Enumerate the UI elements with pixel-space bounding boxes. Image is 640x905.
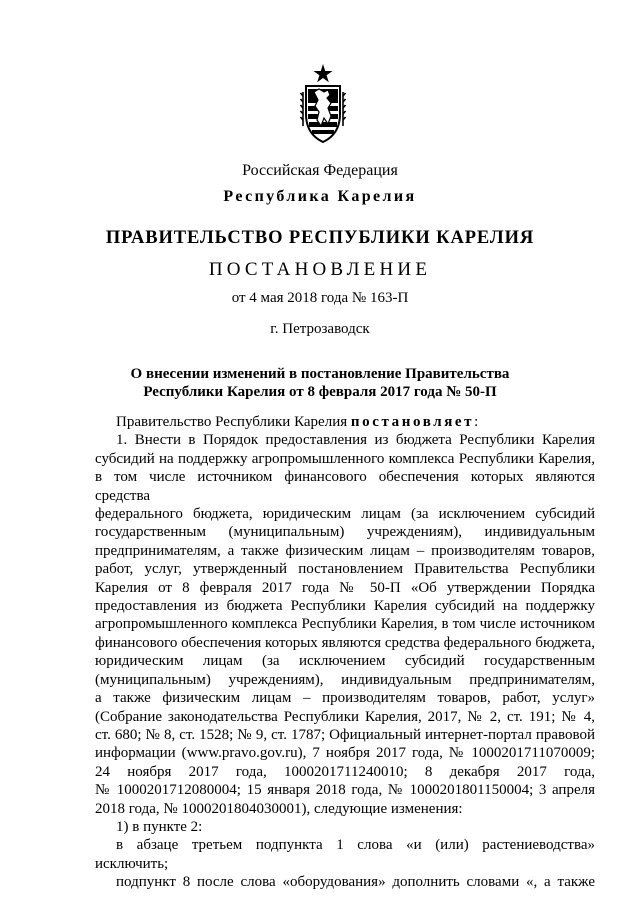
intro-line	[95, 413, 595, 431]
body-line: федерального бюджета, юридическим лицам (за исключением субсидий	[95, 506, 595, 523]
item-1: 1) в пункте 2:	[116, 818, 203, 835]
body-line: (Собрание законодательства Республики Карелия, 2017, № 2, ст. 191; № 4,	[95, 708, 595, 725]
subject-line-1: О внесении изменений в постановление Правительства	[130, 366, 510, 382]
republic-name: Республика Карелия	[223, 188, 417, 205]
body-line: субсидий на поддержку агропромышленного комплекса Республики Карелия,	[95, 450, 595, 467]
body-line: агропромышленного комплекса Республики Карелия, в том числе источником	[95, 616, 595, 633]
karelia-coat-of-arms-icon	[300, 62, 346, 144]
document-date: от 4 мая 2018 года № 163-П	[231, 290, 409, 306]
subject-line-2: Республики Карелия от 8 февраля 2017 года № 50-П	[143, 384, 497, 400]
document-subject	[0, 365, 640, 401]
intro-verb: постановляет	[350, 414, 475, 430]
body-line: предоставления из бюджета Республики Карелия субсидий на поддержку	[95, 598, 595, 615]
document-body	[95, 413, 595, 892]
body-line: № 1000201712080004; 15 января 2018 года, № 1000201801150004; 3 апреля	[95, 782, 595, 799]
body-line: финансового обеспечения которых являются средства федерального бюджета,	[95, 634, 595, 651]
body-line: (муниципальным) учреждениям), индивидуальным предпринимателям,	[95, 671, 595, 688]
document-city: г. Петрозаводск	[270, 321, 370, 337]
body-line: 24 ноября 2017 года, 1000201711240010; 8 декабря 2017 года,	[95, 763, 595, 780]
country-name: Российская Федерация	[242, 162, 398, 179]
body-line: а также физическим лицам – производителям товаров, работ, услуг»	[95, 690, 595, 707]
body-line: Карелия от 8 февраля 2017 года № 50-П «Об утверждении Порядка	[95, 579, 595, 596]
document-type: ПОСТАНОВЛЕНИЕ	[208, 259, 432, 280]
government-title: ПРАВИТЕЛЬСТВО РЕСПУБЛИКИ КАРЕЛИЯ	[105, 228, 535, 248]
body-line: предпринимателям, а также физическим лицам – производителям товаров,	[95, 542, 595, 559]
body-line: 1. Внести в Порядок предоставления из бюджета Республики Карелия	[116, 432, 595, 449]
paragraph-a-line-2: исключить;	[95, 855, 169, 872]
body-line: ст. 680; № 8, ст. 1528; № 9, ст. 1787; Официальный интернет-портал правовой	[95, 726, 595, 743]
paragraph-b-line-1: подпункт 8 после слова «оборудования» дополнить словами «, а также	[116, 874, 595, 891]
paragraph-a-line-1: в абзаце третьем подпункта 1 слова «и (или) растениеводства»	[116, 837, 595, 854]
intro-suffix: :	[474, 414, 479, 430]
intro-prefix: Правительство Республики Карелия	[116, 414, 351, 430]
body-line: работ, услуг, утвержденный постановлением Правительства Республики	[95, 561, 595, 578]
body-line: государственным (муниципальным) учреждениям), индивидуальным	[95, 524, 595, 541]
body-line: информации (www.pravo.gov.ru), 7 ноября 2017 года, № 1000201711070009;	[95, 745, 595, 762]
body-line: юридическим лицам (за исключением субсидий государственным	[95, 653, 595, 670]
body-line: 2018 года, № 1000201804030001), следующие изменения:	[95, 800, 463, 817]
body-line: в том числе источником финансового обеспечения которых являются средства	[95, 469, 595, 504]
